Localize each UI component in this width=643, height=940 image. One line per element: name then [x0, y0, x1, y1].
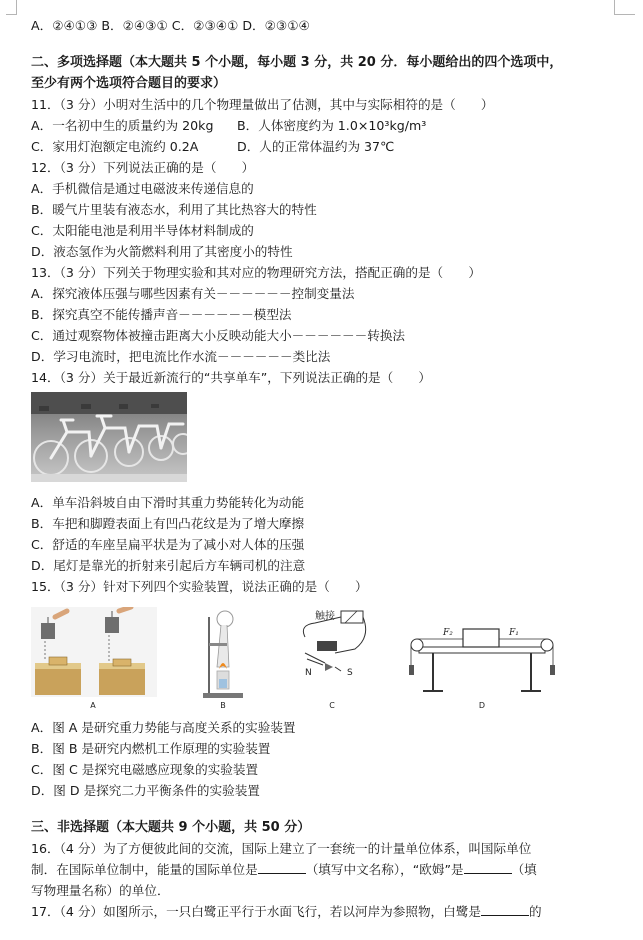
page-corner-mark-left: [6, 0, 17, 15]
figure-c-magnet-coil: [295, 607, 369, 711]
q14-stem: 14．（3 分）关于最近新流行的“共享单车”，下列说法正确的是（ ）: [31, 370, 432, 385]
q11-options-row2: [31, 136, 627, 157]
figure-a-weights-on-sand: [31, 607, 157, 711]
q16-line2-text-b: （填写中文名称），“欧姆”是: [305, 862, 464, 877]
q17-line1-text-b: 的: [528, 904, 542, 919]
q11-stem: 11．（3 分）小明对生活中的几个物理量做出了估测，其中与实际相符的是（ ）: [31, 97, 494, 112]
q10-options: A．②④①③ B．②④③① C．②③④① D．②③①④: [31, 18, 310, 33]
q13-option-c: C．通过观察物体被撞击距离大小反映动能大小－－－－－－转换法: [31, 328, 406, 343]
q12-option-c: C．太阳能电池是利用半导体材料制成的: [31, 223, 254, 238]
q14-option-a: A．单车沿斜坡自由下滑时其重力势能转化为动能: [31, 495, 305, 510]
q11-option-a: A．一名初中生的质量约为 20kg: [31, 118, 214, 133]
figure-b-test-tube-heating: [195, 607, 251, 711]
figure-c-contact-label: 触接: [315, 611, 335, 622]
q13-option-d: D．学习电流时，把电流比作水流－－－－－－类比法: [31, 349, 331, 364]
q12-option-b: B．暖气片里装有液态水，利用了其比热容大的特性: [31, 202, 317, 217]
figure-c-label: C: [329, 701, 335, 710]
figure-c-south-label: S: [347, 668, 353, 678]
q13-stem: 13．（3 分）下列关于物理实验和其对应的物理研究方法，搭配正确的是（ ）: [31, 265, 481, 280]
q17-line1: [31, 901, 627, 922]
q15-option-b: B．图 B 是研究内燃机工作原理的实验装置: [31, 741, 271, 756]
figure-d-two-force-balance: [409, 607, 555, 711]
q16-answer-blank-2: [464, 860, 512, 874]
q12-option-d: D．液态氢作为火箭燃料利用了其密度小的特性: [31, 244, 293, 259]
q17-line1-text-a: 17．（4 分）如图所示，一只白鹭正平行于水面飞行，若以河岸为参照物，白鹭是: [31, 904, 481, 919]
figure-c-north-label: N: [305, 668, 312, 678]
q14-option-c: C．舒适的车座呈扁平状是为了减小对人体的压强: [31, 537, 305, 552]
q16-answer-blank-1: [258, 860, 306, 874]
q15-option-a: A．图 A 是研究重力势能与高度关系的实验装置: [31, 720, 296, 735]
q16-line3: 写物理量名称）的单位．: [31, 883, 170, 898]
q17-answer-blank-1: [481, 902, 529, 916]
section2-title-line1: 二、多项选择题（本大题共 5 个小题，每小题 3 分，共 20 分．每小题给出的四个选项中，: [31, 55, 563, 70]
figure-d-force-f2: F₂: [443, 628, 453, 638]
q11-option-b: B．人体密度约为 1.0×10³kg/m³: [237, 118, 427, 133]
figure-d-force-f1: F₁: [509, 628, 519, 638]
figure-b-label: B: [220, 701, 226, 710]
q13-option-b: B．探究真空不能传播声音－－－－－－模型法: [31, 307, 292, 322]
q11-options-row1: [31, 115, 627, 136]
q16-line2: [31, 859, 627, 880]
section3-title: 三、非选择题（本大题共 9 个小题，共 50 分）: [31, 820, 311, 835]
q16-line2-text-c: （填: [511, 862, 537, 877]
q15-option-d: D．图 D 是探究二力平衡条件的实验装置: [31, 783, 260, 798]
q11-option-d: D．人的正常体温约为 37℃: [237, 139, 395, 154]
figure-a-label: A: [90, 701, 96, 710]
q15-stem: 15．（3 分）针对下列四个实验装置，说法正确的是（ ）: [31, 579, 368, 594]
q12-stem: 12．（3 分）下列说法正确的是（ ）: [31, 160, 255, 175]
section2-title-line2: 至少有两个选项符合题目的要求）: [31, 76, 227, 91]
q16-line2-text-a: 制．在国际单位制中，能量的国际单位是: [31, 862, 258, 877]
q14-option-b: B．车把和脚蹬表面上有凹凸花纹是为了增大摩擦: [31, 516, 305, 531]
q15-option-c: C．图 C 是探究电磁感应现象的实验装置: [31, 762, 259, 777]
q14-option-d: D．尾灯是靠光的折射来引起后方车辆司机的注意: [31, 558, 306, 573]
shared-bicycles-photo: [31, 392, 187, 482]
q12-option-a: A．手机微信是通过电磁波来传递信息的: [31, 181, 254, 196]
q11-option-c: C．家用灯泡额定电流约 0.2A: [31, 139, 199, 154]
page-corner-mark-right: [614, 0, 635, 15]
exam-page: [31, 15, 627, 922]
q15-figures: [31, 603, 627, 711]
q16-line1: 16．（4 分）为了方便彼此间的交流，国际上建立了一套统一的计量单位体系，叫国际单位: [31, 841, 532, 856]
figure-d-label: D: [478, 701, 486, 710]
q13-option-a: A．探究液体压强与哪些因素有关－－－－－－控制变量法: [31, 286, 355, 301]
